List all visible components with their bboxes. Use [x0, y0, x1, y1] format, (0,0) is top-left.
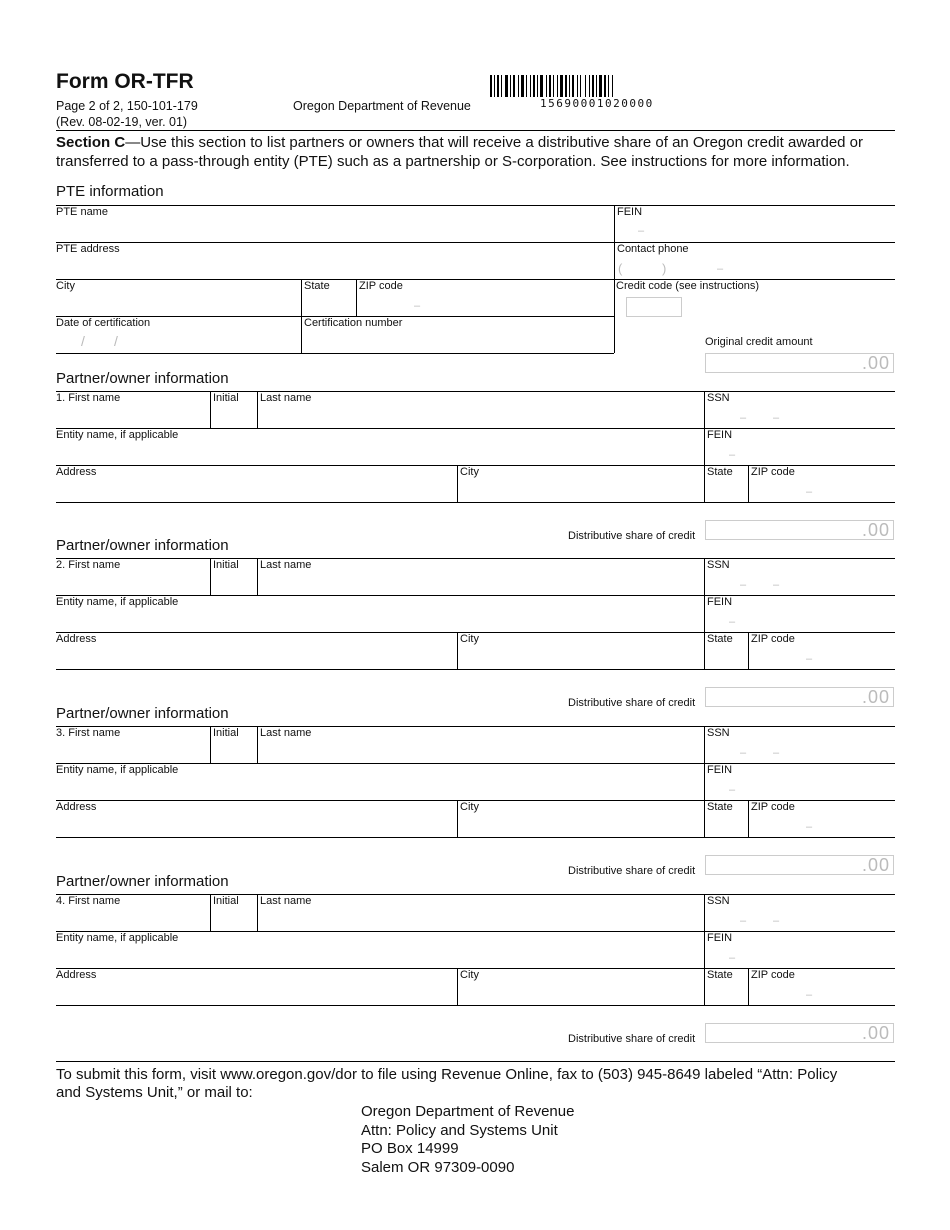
partner-3-share-label: Distributive share of credit — [568, 865, 696, 877]
partner-3-share-decimal: .00 — [861, 855, 890, 875]
pte-rule-2 — [56, 242, 895, 243]
partner-3-fein-dash: – — [729, 784, 736, 796]
partner-3-initial-label: Initial — [213, 727, 239, 739]
partner-1-share-decimal: .00 — [861, 520, 890, 540]
partner-4-zip-dash: – — [806, 989, 813, 1001]
partner-2-zip-dash: – — [806, 653, 813, 665]
address-line: Attn: Policy and Systems Unit — [361, 1121, 558, 1139]
partner-2-ssn-label: SSN — [707, 559, 730, 571]
barcode-bar — [569, 75, 570, 97]
barcode-bar — [526, 75, 527, 97]
partner-4-ssn-dash-1: – — [740, 915, 747, 927]
partner-1-state-label: State — [707, 466, 733, 478]
partner-4-state-label: State — [707, 969, 733, 981]
pte-state-label: State — [304, 280, 330, 292]
barcode-bar — [604, 75, 606, 97]
barcode-bar — [521, 75, 524, 97]
partner-4-entity-field[interactable] — [56, 944, 702, 966]
partner-3-last-name-field[interactable] — [260, 739, 702, 761]
partner-4-address-field[interactable] — [56, 981, 455, 1003]
barcode-graphic — [490, 75, 702, 97]
partner-1-first-name-label: 1. First name — [56, 392, 121, 404]
partner-1-entity-field[interactable] — [56, 441, 702, 463]
partner-2-last-name-divider — [257, 558, 258, 595]
barcode-bar — [490, 75, 492, 97]
partner-3-ssn-field[interactable] — [707, 739, 893, 761]
partner-2-first-name-label: 2. First name — [56, 559, 121, 571]
partner-2-heading: Partner/owner information — [56, 537, 229, 554]
partner-4-fein-field[interactable] — [707, 944, 893, 966]
partner-2-right-divider — [704, 558, 705, 669]
partner-3-share-field[interactable] — [705, 855, 894, 875]
partner-4-last-name-label: Last name — [260, 895, 312, 907]
partner-4-ssn-dash-2: – — [773, 915, 780, 927]
section-c-text: —Use this section to list partners or owners that will receive a distributive share of an Oregon credit awarded or transferred to a pass-through entity (PTE) such as a partnership or S-corporation. See instructions for more information. — [56, 134, 864, 170]
partner-3-rule-top — [56, 726, 895, 727]
partner-3-city-label: City — [460, 801, 479, 813]
partner-3-state-field[interactable] — [707, 813, 745, 835]
credit-code-label: Credit code (see instructions) — [616, 280, 760, 292]
partner-3-last-name-label: Last name — [260, 727, 312, 739]
certification-number-field[interactable] — [304, 329, 612, 351]
pte-rule-top — [56, 205, 895, 206]
partner-4-ssn-field[interactable] — [707, 907, 893, 929]
partner-4-first-name-label: 4. First name — [56, 895, 121, 907]
partner-3-address-label: Address — [56, 801, 97, 813]
partner-3-zip-label: ZIP code — [751, 801, 795, 813]
partner-2-zip-divider — [748, 632, 749, 669]
partner-1-right-divider — [704, 391, 705, 502]
partner-3-zip-divider — [748, 800, 749, 837]
partner-1-city-field[interactable] — [460, 478, 702, 500]
pte-name-label: PTE name — [56, 206, 108, 218]
agency-name: Oregon Department of Revenue — [293, 99, 471, 113]
partner-4-ssn-label: SSN — [707, 895, 730, 907]
partner-1-first-name-field[interactable] — [56, 404, 208, 426]
partner-2-rule-2 — [56, 595, 895, 596]
partner-3-last-name-divider — [257, 726, 258, 763]
revision-info: (Rev. 08-02-19, ver. 01) — [56, 115, 188, 129]
submit-instructions: To submit this form, visit www.oregon.gov/dor to file using Revenue Online, fax to (503) 945-8649 labeled “Attn: Policy and Systems Unit,” or mail to: — [56, 1066, 838, 1101]
partner-4-city-divider — [457, 968, 458, 1005]
date-certification-field[interactable] — [56, 329, 299, 351]
pte-rule-3 — [56, 279, 895, 280]
pte-rule-bottom — [56, 353, 614, 354]
date-slash-2: / — [114, 333, 118, 349]
pte-address-label: PTE address — [56, 243, 120, 255]
partner-2-state-field[interactable] — [707, 645, 745, 667]
partner-3-first-name-field[interactable] — [56, 739, 208, 761]
partner-3-city-field[interactable] — [460, 813, 702, 835]
address-line: Oregon Department of Revenue — [361, 1103, 575, 1120]
partner-2-initial-label: Initial — [213, 559, 239, 571]
partner-1-heading: Partner/owner information — [56, 370, 229, 387]
barcode-bar — [540, 75, 543, 97]
original-credit-label: Original credit amount — [705, 336, 813, 348]
address-line: Salem OR 97309-0090 — [361, 1158, 515, 1176]
partner-4-rule-top — [56, 894, 895, 895]
barcode-bar — [501, 75, 502, 97]
contact-phone-label: Contact phone — [617, 243, 689, 255]
partner-4-zip-divider — [748, 968, 749, 1005]
partner-2-city-divider — [457, 632, 458, 669]
partner-1-rule-2 — [56, 428, 895, 429]
partner-1-zip-label: ZIP code — [751, 466, 795, 478]
partner-2-first-name-field[interactable] — [56, 571, 208, 593]
partner-3-entity-label: Entity name, if applicable — [56, 764, 179, 776]
pte-name-field[interactable] — [56, 218, 612, 240]
partner-2-last-name-label: Last name — [260, 559, 312, 571]
barcode-bar — [612, 75, 613, 97]
barcode-bar — [553, 75, 554, 97]
partner-2-entity-field[interactable] — [56, 608, 702, 630]
form-title: Form OR-TFR — [56, 70, 194, 93]
barcode-bar — [580, 75, 581, 97]
pte-heading: PTE information — [56, 183, 164, 200]
partner-2-address-field[interactable] — [56, 645, 455, 667]
partner-2-ssn-field[interactable] — [707, 571, 893, 593]
partner-3-city-divider — [457, 800, 458, 837]
partner-3-zip-field[interactable] — [751, 813, 893, 835]
partner-2-entity-label: Entity name, if applicable — [56, 596, 179, 608]
barcode-bar — [572, 75, 574, 97]
partner-2-ssn-dash-2: – — [773, 579, 780, 591]
partner-2-zip-label: ZIP code — [751, 633, 795, 645]
pte-zip-field[interactable] — [359, 292, 612, 314]
partner-4-initial-field[interactable] — [213, 907, 255, 929]
partner-3-fein-field[interactable] — [707, 776, 893, 798]
partner-2-initial-field[interactable] — [213, 571, 255, 593]
barcode-bar — [608, 75, 609, 97]
partner-2-address-label: Address — [56, 633, 97, 645]
barcode-bar — [537, 75, 538, 97]
partner-3-state-label: State — [707, 801, 733, 813]
partner-2-fein-field[interactable] — [707, 608, 893, 630]
partner-1-share-field[interactable] — [705, 520, 894, 540]
partner-4-fein-label: FEIN — [707, 932, 733, 944]
partner-4-zip-label: ZIP code — [751, 969, 795, 981]
pte-fein-label: FEIN — [617, 206, 643, 218]
partner-1-rule-top — [56, 391, 895, 392]
barcode-bar — [518, 75, 519, 97]
partner-3-initial-divider — [210, 726, 211, 763]
phone-paren-close: ) — [662, 261, 667, 276]
partner-3-fein-label: FEIN — [707, 764, 733, 776]
partner-4-heading: Partner/owner information — [56, 873, 229, 890]
partner-3-right-divider — [704, 726, 705, 837]
barcode-bar — [560, 75, 563, 97]
barcode-bar — [494, 75, 495, 97]
partner-1-share-label: Distributive share of credit — [568, 530, 696, 542]
partner-1-initial-divider — [210, 391, 211, 428]
phone-paren-open: ( — [618, 261, 623, 276]
partner-1-fein-field[interactable] — [707, 441, 893, 463]
partner-1-ssn-dash-2: – — [773, 412, 780, 424]
partner-2-zip-field[interactable] — [751, 645, 893, 667]
partner-3-rule-bottom — [56, 837, 895, 838]
partner-4-right-divider — [704, 894, 705, 1005]
partner-4-state-field[interactable] — [707, 981, 745, 1003]
certification-number-label: Certification number — [304, 317, 403, 329]
partner-1-initial-field[interactable] — [213, 404, 255, 426]
partner-1-fein-label: FEIN — [707, 429, 733, 441]
partner-1-fein-dash: – — [729, 449, 736, 461]
barcode-bar — [589, 75, 590, 97]
partner-4-share-decimal: .00 — [861, 1023, 890, 1043]
partner-3-initial-field[interactable] — [213, 739, 255, 761]
partner-1-last-name-field[interactable] — [260, 404, 702, 426]
mailing-address — [361, 1103, 574, 1177]
partner-2-share-decimal: .00 — [861, 687, 890, 707]
pte-city-field[interactable] — [56, 292, 299, 314]
barcode-bar — [497, 75, 499, 97]
partner-1-ssn-label: SSN — [707, 392, 730, 404]
barcode-number: 15690001020000 — [540, 97, 654, 110]
barcode-bar — [565, 75, 567, 97]
partner-1-city-divider — [457, 465, 458, 502]
partner-2-rule-top — [56, 558, 895, 559]
partner-1-zip-field[interactable] — [751, 478, 893, 500]
partner-1-initial-label: Initial — [213, 392, 239, 404]
partner-2-ssn-dash-1: – — [740, 579, 747, 591]
partner-1-address-field[interactable] — [56, 478, 455, 500]
pte-fein-dash: – — [638, 225, 645, 237]
section-c-heading: Section C — [56, 134, 126, 151]
partner-4-entity-label: Entity name, if applicable — [56, 932, 179, 944]
partner-4-share-label: Distributive share of credit — [568, 1033, 696, 1045]
pte-address-field[interactable] — [56, 255, 612, 277]
partner-2-city-field[interactable] — [460, 645, 702, 667]
original-credit-field[interactable] — [705, 353, 894, 373]
partner-3-heading: Partner/owner information — [56, 705, 229, 722]
partner-3-first-name-label: 3. First name — [56, 727, 121, 739]
partner-4-initial-divider — [210, 894, 211, 931]
partner-1-last-name-label: Last name — [260, 392, 312, 404]
partner-4-rule-2 — [56, 931, 895, 932]
partner-3-ssn-dash-1: – — [740, 747, 747, 759]
barcode-bar — [596, 75, 597, 97]
partner-1-zip-dash: – — [806, 486, 813, 498]
footer-rule — [56, 1061, 895, 1062]
pte-state-divider — [356, 279, 357, 316]
pte-city-label: City — [56, 280, 75, 292]
partner-4-address-label: Address — [56, 969, 97, 981]
barcode-bar — [592, 75, 594, 97]
barcode-bar — [557, 75, 558, 97]
partner-4-first-name-field[interactable] — [56, 907, 208, 929]
barcode-bar — [505, 75, 508, 97]
partner-4-initial-label: Initial — [213, 895, 239, 907]
contact-phone-field[interactable] — [617, 255, 893, 277]
partner-3-entity-field[interactable] — [56, 776, 702, 798]
partner-1-state-field[interactable] — [707, 478, 745, 500]
partner-3-address-field[interactable] — [56, 813, 455, 835]
barcode-bar — [577, 75, 578, 97]
partner-1-address-label: Address — [56, 466, 97, 478]
partner-2-state-label: State — [707, 633, 733, 645]
partner-1-ssn-dash-1: – — [740, 412, 747, 424]
partner-4-rule-bottom — [56, 1005, 895, 1006]
date-certification-label: Date of certification — [56, 317, 151, 329]
partner-2-last-name-field[interactable] — [260, 571, 702, 593]
barcode-bar — [510, 75, 511, 97]
partner-2-share-field[interactable] — [705, 687, 894, 707]
barcode-bar — [549, 75, 551, 97]
partner-3-rule-2 — [56, 763, 895, 764]
partner-2-city-label: City — [460, 633, 479, 645]
partner-3-ssn-label: SSN — [707, 727, 730, 739]
partner-4-last-name-divider — [257, 894, 258, 931]
partner-1-entity-label: Entity name, if applicable — [56, 429, 179, 441]
barcode-bar — [599, 75, 602, 97]
partner-3-zip-dash: – — [806, 821, 813, 833]
partner-4-zip-field[interactable] — [751, 981, 893, 1003]
partner-4-fein-dash: – — [729, 952, 736, 964]
partner-2-initial-divider — [210, 558, 211, 595]
partner-4-city-field[interactable] — [460, 981, 702, 1003]
original-credit-decimal: .00 — [861, 353, 890, 373]
barcode-bar — [533, 75, 535, 97]
page-info: Page 2 of 2, 150-101-179 — [56, 99, 198, 113]
partner-2-share-label: Distributive share of credit — [568, 697, 696, 709]
pte-zip-label: ZIP code — [359, 280, 403, 292]
partner-4-city-label: City — [460, 969, 479, 981]
section-c-intro — [56, 134, 896, 171]
partner-3-ssn-dash-2: – — [773, 747, 780, 759]
header-rule — [56, 130, 895, 131]
partner-1-rule-bottom — [56, 502, 895, 503]
partner-2-fein-label: FEIN — [707, 596, 733, 608]
barcode-bar — [530, 75, 531, 97]
partner-1-last-name-divider — [257, 391, 258, 428]
address-line: PO Box 14999 — [361, 1140, 459, 1157]
partner-1-zip-divider — [748, 465, 749, 502]
credit-code-field[interactable] — [626, 297, 682, 317]
pte-fein-field[interactable] — [617, 218, 893, 240]
pte-zip-dash: – — [414, 300, 421, 312]
partner-4-share-field[interactable] — [705, 1023, 894, 1043]
partner-2-rule-bottom — [56, 669, 895, 670]
phone-dash: – — [717, 263, 724, 275]
partner-1-city-label: City — [460, 466, 479, 478]
date-slash-1: / — [81, 333, 85, 349]
pte-state-field[interactable] — [304, 292, 354, 314]
barcode-bar — [546, 75, 547, 97]
partner-2-fein-dash: – — [729, 616, 736, 628]
partner-1-ssn-field[interactable] — [707, 404, 893, 426]
partner-4-last-name-field[interactable] — [260, 907, 702, 929]
barcode-bar — [585, 75, 586, 97]
barcode-bar — [513, 75, 515, 97]
